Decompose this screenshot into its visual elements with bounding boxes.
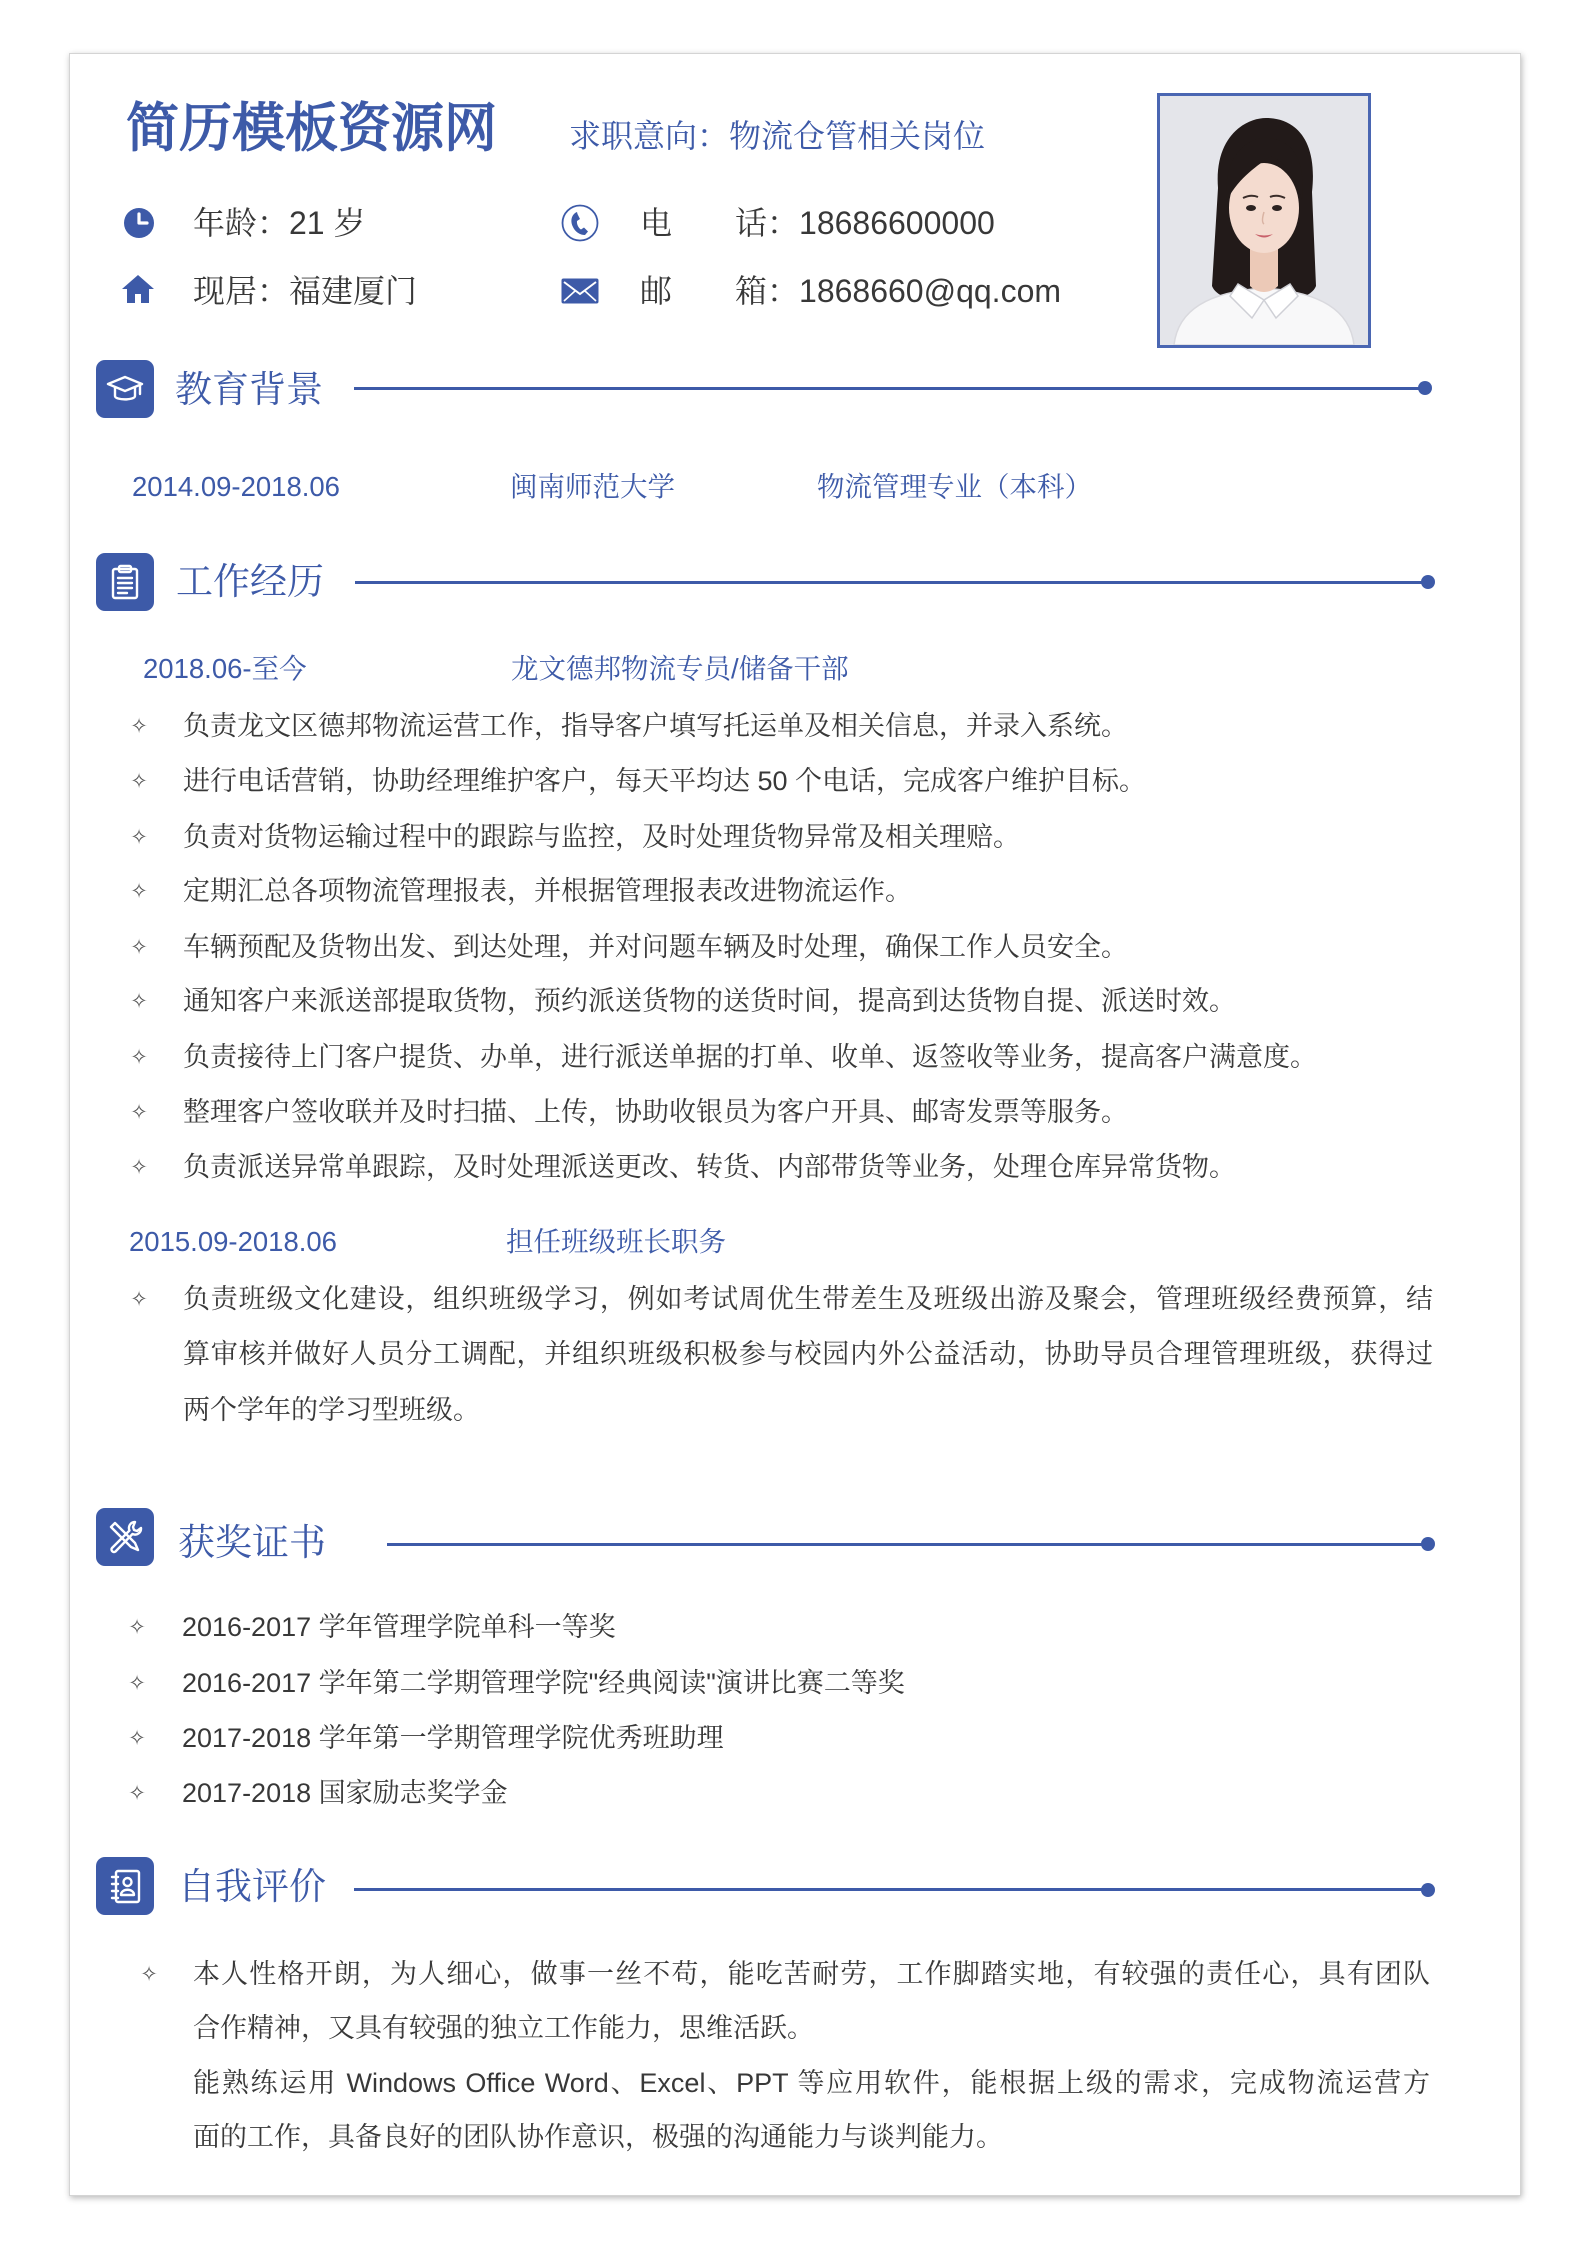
bullet-icon: ✧ <box>130 714 148 738</box>
award-item: 2016-2017 学年管理学院单科一等奖 <box>182 1612 616 1642</box>
job-description-line: 两个学年的学习型班级。 <box>183 1395 480 1425</box>
education-period: 2014.09-2018.06 <box>132 471 340 502</box>
tools-icon <box>105 1517 145 1557</box>
bullet-icon: ✧ <box>128 1781 146 1805</box>
self-evaluation-divider-dot <box>1421 1883 1435 1897</box>
job-duty: 定期汇总各项物流管理报表，并根据管理报表改进物流运作。 <box>183 876 912 906</box>
email-label-first: 邮 <box>640 273 673 309</box>
job-duty: 负责龙文区德邦物流运营工作，指导客户填写托运单及相关信息，并录入系统。 <box>183 711 1128 741</box>
portrait-illustration <box>1160 96 1368 345</box>
education-divider <box>354 387 1425 390</box>
bullet-icon: ✧ <box>130 1155 148 1179</box>
self-evaluation-divider <box>354 1888 1428 1891</box>
residence-text: 现居：福建厦门 <box>193 273 418 309</box>
email-value: 1868660@qq.com <box>799 273 1062 309</box>
bullet-icon: ✧ <box>130 1100 148 1124</box>
award-item: 2016-2017 学年第二学期管理学院"经典阅读"演讲比赛二等奖 <box>182 1668 905 1698</box>
job-duty: 通知客户来派送部提取货物，预约派送货物的送货时间，提高到达货物自提、派送时效。 <box>183 986 1236 1016</box>
job-period: 2018.06-至今 <box>143 653 307 684</box>
job-duty: 整理客户签收联并及时扫描、上传，协助收银员为客户开具、邮寄发票等服务。 <box>183 1097 1128 1127</box>
work-divider <box>355 581 1428 584</box>
bullet-icon: ✧ <box>130 769 148 793</box>
phone-line <box>735 203 995 243</box>
awards-section-title: 获奖证书 <box>178 1522 326 1563</box>
graduation-cap-icon <box>105 369 145 409</box>
awards-icon-box <box>96 1508 154 1566</box>
left-eye <box>1246 205 1256 211</box>
bullet-icon: ✧ <box>140 1962 158 1986</box>
profile-photo <box>1157 93 1371 348</box>
education-section-title: 教育背景 <box>175 369 323 410</box>
self-evaluation-section-title: 自我评价 <box>178 1866 326 1907</box>
award-item: 2017-2018 国家励志奖学金 <box>182 1778 508 1808</box>
education-icon-box <box>96 360 154 418</box>
bullet-icon: ✧ <box>128 1726 146 1750</box>
job-period: 2015.09-2018.06 <box>129 1226 337 1257</box>
bullet-icon: ✧ <box>130 1287 148 1311</box>
job-duty: 负责接待上门客户提货、办单，进行派送单据的打单、收单、返签收等业务，提高客户满意度。 <box>183 1042 1317 1072</box>
contact-book-icon <box>105 1866 145 1906</box>
self-evaluation-line: 合作精神，又具有较强的独立工作能力，思维活跃。 <box>193 2013 814 2043</box>
mail-icon <box>561 278 599 304</box>
work-icon-box <box>96 553 154 611</box>
job-duty: 进行电话营销，协助经理维护客户，每天平均达 50 个电话，完成客户维护目标。 <box>183 766 1147 796</box>
phone-icon <box>560 203 600 243</box>
job-duty: 车辆预配及货物出发、到达处理，并对问题车辆及时处理，确保工作人员安全。 <box>183 932 1128 962</box>
phone-value: 18686600000 <box>799 205 995 241</box>
bullet-icon: ✧ <box>130 879 148 903</box>
job-duty: 负责对货物运输过程中的跟踪与监控，及时处理货物异常及相关理赔。 <box>183 822 1020 852</box>
phone-label-second: 话： <box>735 205 800 241</box>
education-major: 物流管理专业（本科） <box>817 471 1092 502</box>
bullet-icon: ✧ <box>128 1671 146 1695</box>
job-description-line: 算审核并做好人员分工调配，并组织班级积极参与校园内外公益活动，协助导员合理管理班级，获得过 <box>183 1339 1433 1369</box>
education-divider-dot <box>1418 381 1432 395</box>
bullet-icon: ✧ <box>128 1615 146 1639</box>
bullet-icon: ✧ <box>130 1045 148 1069</box>
age-text: 年龄：21 岁 <box>193 205 366 241</box>
work-section-title: 工作经历 <box>176 561 324 602</box>
self-evaluation-icon-box <box>96 1857 154 1915</box>
job-role: 担任班级班长职务 <box>506 1226 726 1257</box>
phone-label-first: 电 <box>640 205 673 241</box>
home-icon <box>121 273 155 305</box>
resume-name: 简历模板资源网 <box>126 99 497 158</box>
bullet-icon: ✧ <box>130 989 148 1013</box>
awards-divider-dot <box>1421 1537 1435 1551</box>
job-role: 龙文德邦物流专员/储备干部 <box>511 653 849 684</box>
clipboard-icon <box>105 562 145 602</box>
work-divider-dot <box>1421 575 1435 589</box>
job-description-line: 负责班级文化建设，组织班级学习，例如考试周优生带差生及班级出游及聚会，管理班级经费预算，结 <box>183 1284 1433 1314</box>
bullet-icon: ✧ <box>130 935 148 959</box>
job-objective: 求职意向：物流仓管相关岗位 <box>569 118 986 154</box>
email-line <box>735 271 1061 311</box>
bullet-icon: ✧ <box>130 825 148 849</box>
right-eye <box>1272 205 1282 211</box>
self-evaluation-line: 能熟练运用 Windows Office Word、Excel、PPT 等应用软件，能根据上级的需求，完成物流运营方 <box>193 2068 1430 2098</box>
self-evaluation-line: 本人性格开朗，为人细心，做事一丝不苟，能吃苦耐劳，工作脚踏实地，有较强的责任心，具有团队 <box>193 1959 1430 1989</box>
education-school: 闽南师范大学 <box>510 471 675 502</box>
self-evaluation-line: 面的工作，具备良好的团队协作意识，极强的沟通能力与谈判能力。 <box>193 2122 1003 2152</box>
job-duty: 负责派送异常单跟踪，及时处理派送更改、转货、内部带货等业务，处理仓库异常货物。 <box>183 1152 1236 1182</box>
clock-icon <box>123 207 155 239</box>
email-label-second: 箱： <box>735 273 800 309</box>
awards-divider <box>387 1543 1428 1546</box>
award-item: 2017-2018 学年第一学期管理学院优秀班助理 <box>182 1723 724 1753</box>
